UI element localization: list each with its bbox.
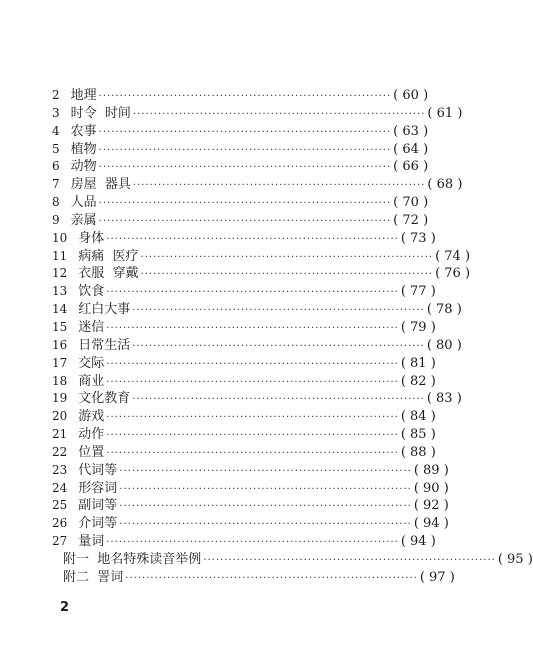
toc-entry [52,265,471,283]
leader-dots: ······································································ [119,483,412,495]
leader-dots: ······································································ [106,537,399,549]
entry-number: 26 [52,516,68,531]
toc-entry [52,158,429,176]
entry-title: 身体 [78,230,105,246]
toc-entry [52,176,463,194]
entry-number: 20 [52,409,68,424]
entry-title: 代词等 [78,462,118,478]
entry-page-ref: ( 94 ) [400,534,436,550]
toc-entry [52,373,436,391]
leader-dots: ······································································ [98,126,392,138]
leader-dots: ······································································ [132,180,426,192]
entry-page-ref: ( 80 ) [426,337,462,353]
leader-dots: ······································································ [132,394,425,406]
page-number: 2 [60,600,70,615]
entry-page: 82 [410,373,427,389]
entry-page-ref: ( 61 ) [427,105,463,121]
entry-page-ref: ( 72 ) [393,212,429,228]
entry-page-ref: ( 66 ) [393,159,429,175]
toc-entry [52,230,436,248]
toc-entry [52,212,429,230]
entry-title: 文化教育 [78,391,131,407]
toc-entry [52,497,449,515]
entry-page: 63 [402,123,419,139]
entry-number: 18 [52,373,68,388]
toc-entry [52,319,436,337]
entry-title: 副词等 [78,498,118,514]
leader-dots: ······································································ [140,251,434,263]
entry-title: 量词 [78,534,105,550]
entry-title: 日常生活 [78,337,131,353]
leader-dots: ······································································ [106,358,399,370]
leader-dots: ······································································ [98,198,392,210]
leader-dots: ······································································ [98,215,392,227]
entry-page-ref: ( 92 ) [413,498,449,514]
toc-entry [52,123,429,141]
leader-dots: ······································································ [119,519,412,531]
toc-entry [52,141,429,159]
entry-number: 6 [52,159,60,174]
leader-dots: ······································································ [98,91,392,102]
entry-number: 7 [52,177,60,192]
entry-page-ref: ( 78 ) [426,302,462,318]
entry-page: 79 [410,319,427,335]
leader-dots: ······································································ [106,233,399,245]
toc-appendix-entry [52,551,533,569]
entry-page-ref: ( 89 ) [413,462,449,478]
leader-dots: ······································································ [132,305,425,317]
toc-appendix-entry [52,569,455,587]
entry-title: 迷信 [78,319,105,335]
entry-page-ref: ( 70 ) [393,195,429,211]
entry-page: 84 [410,409,427,425]
toc-entry [52,283,436,301]
entry-page-ref: ( 76 ) [435,266,471,282]
entry-number: 12 [52,266,68,281]
entry-page: 80 [436,337,453,353]
toc-entry [52,87,429,105]
entry-title: 地理 [70,88,97,103]
leader-dots: ······································································ [119,501,412,513]
entry-number: 25 [52,498,68,513]
entry-title: 衣服 穿戴 [78,266,139,282]
entry-page: 64 [402,141,419,157]
entry-title: 农事 [70,123,97,139]
entry-page-ref: ( 74 ) [435,248,471,264]
entry-number: 4 [52,123,60,138]
entry-page: 70 [402,195,419,211]
entry-page: 85 [410,427,427,443]
entry-page-ref: ( 83 ) [426,391,462,407]
entry-title: 亲属 [70,212,97,228]
entry-title: 房屋 器具 [70,177,131,193]
leader-dots: ······································································ [132,340,425,352]
entry-number: 13 [52,284,68,299]
toc-entry [52,444,436,462]
leader-dots: ······································································ [140,269,434,281]
entry-page-ref: ( 90 ) [413,480,449,496]
entry-title: 游戏 [78,409,105,425]
appendix-page: 97 [429,569,446,585]
entry-number: 21 [52,427,68,442]
entry-title: 红白大事 [78,302,131,318]
table-of-contents [52,87,533,587]
toc-entry [52,533,436,551]
entry-page-ref: ( 64 ) [393,141,429,157]
leader-dots: ······································································ [119,465,412,477]
entry-number: 11 [52,248,68,263]
leader-dots: ······································································ [98,162,392,174]
entry-page-ref: ( 73 ) [400,230,436,246]
entry-number: 24 [52,480,68,495]
entry-page-ref: ( 60 ) [393,88,429,103]
appendix-label: 附一 [63,551,90,567]
toc-entry [52,408,436,426]
toc-entry [52,355,436,373]
entry-page-ref: ( 85 ) [400,427,436,443]
entry-page: 76 [444,266,461,282]
leader-dots: ······································································ [106,376,399,388]
entry-number: 27 [52,534,68,549]
entry-page-ref: ( 94 ) [413,516,449,532]
entry-page: 77 [410,284,427,300]
entry-page-ref: ( 79 ) [400,319,436,335]
entry-number: 16 [52,337,68,352]
entry-page-ref: ( 95 ) [497,551,533,567]
entry-page: 60 [402,88,419,103]
appendix-title: 詈词 [97,569,124,585]
entry-title: 动物 [70,159,97,175]
appendix-title: 地名特殊读音举例 [97,551,202,567]
leader-dots: ······································································ [203,554,496,566]
entry-page-ref: ( 82 ) [400,373,436,389]
toc-entry [52,480,449,498]
entry-title: 形容词 [78,480,118,496]
entry-page: 78 [436,302,453,318]
entry-number: 14 [52,302,68,317]
appendix-page: 95 [507,551,524,567]
entry-title: 介词等 [78,516,118,532]
toc-entry [52,390,462,408]
leader-dots: ······································································ [106,412,399,424]
toc-entry [52,105,463,123]
entry-number: 2 [52,88,60,102]
entry-title: 人品 [70,195,97,211]
entry-page-ref: ( 81 ) [400,355,436,371]
entry-number: 3 [52,105,60,120]
entry-page: 61 [436,105,454,121]
entry-page: 72 [402,212,419,228]
entry-page-ref: ( 68 ) [427,177,463,193]
entry-page: 73 [410,230,427,246]
appendix-label: 附二 [63,569,90,585]
entry-number: 23 [52,462,68,477]
entry-number: 22 [52,444,68,459]
entry-title: 植物 [70,141,97,157]
toc-entry [52,462,449,480]
leader-dots: ······································································ [98,144,392,156]
entry-page: 92 [423,498,440,514]
entry-page: 74 [444,248,461,264]
entry-title: 交际 [78,355,105,371]
toc-entry [52,248,471,266]
entry-page: 89 [423,462,440,478]
entry-page: 94 [410,534,427,550]
entry-title: 位置 [78,444,105,460]
entry-title: 饮食 [78,284,105,300]
entry-page-ref: ( 97 ) [419,569,455,585]
entry-number: 10 [52,230,68,245]
leader-dots: ······································································ [106,430,399,442]
toc-entry [52,426,436,444]
leader-dots: ······································································ [106,447,399,459]
toc-entry [52,301,462,319]
entry-page: 94 [423,516,440,532]
leader-dots: ······································································ [106,287,399,299]
entry-title: 时令 时间 [70,105,131,121]
entry-title: 商业 [78,373,105,389]
entry-page: 90 [423,480,440,496]
toc-entry [52,337,462,355]
entry-number: 15 [52,319,68,334]
entry-title: 动作 [78,427,105,443]
entry-page-ref: ( 77 ) [400,284,436,300]
entry-title: 病痛 医疗 [78,248,139,264]
entry-page: 88 [410,444,427,460]
entry-number: 9 [52,212,60,227]
entry-page: 68 [436,177,454,193]
entry-number: 19 [52,391,68,406]
entry-page: 81 [410,355,427,371]
leader-dots: ······································································ [125,572,418,584]
entry-number: 8 [52,195,60,210]
leader-dots: ······································································ [132,108,426,120]
leader-dots: ······································································ [106,322,399,334]
entry-page: 66 [402,159,419,175]
entry-number: 17 [52,355,68,370]
entry-page-ref: ( 88 ) [400,444,436,460]
toc-entry [52,194,429,212]
entry-page-ref: ( 84 ) [400,409,436,425]
toc-entry [52,515,449,533]
entry-number: 5 [52,141,60,156]
entry-page-ref: ( 63 ) [393,123,429,139]
entry-page: 83 [436,391,453,407]
